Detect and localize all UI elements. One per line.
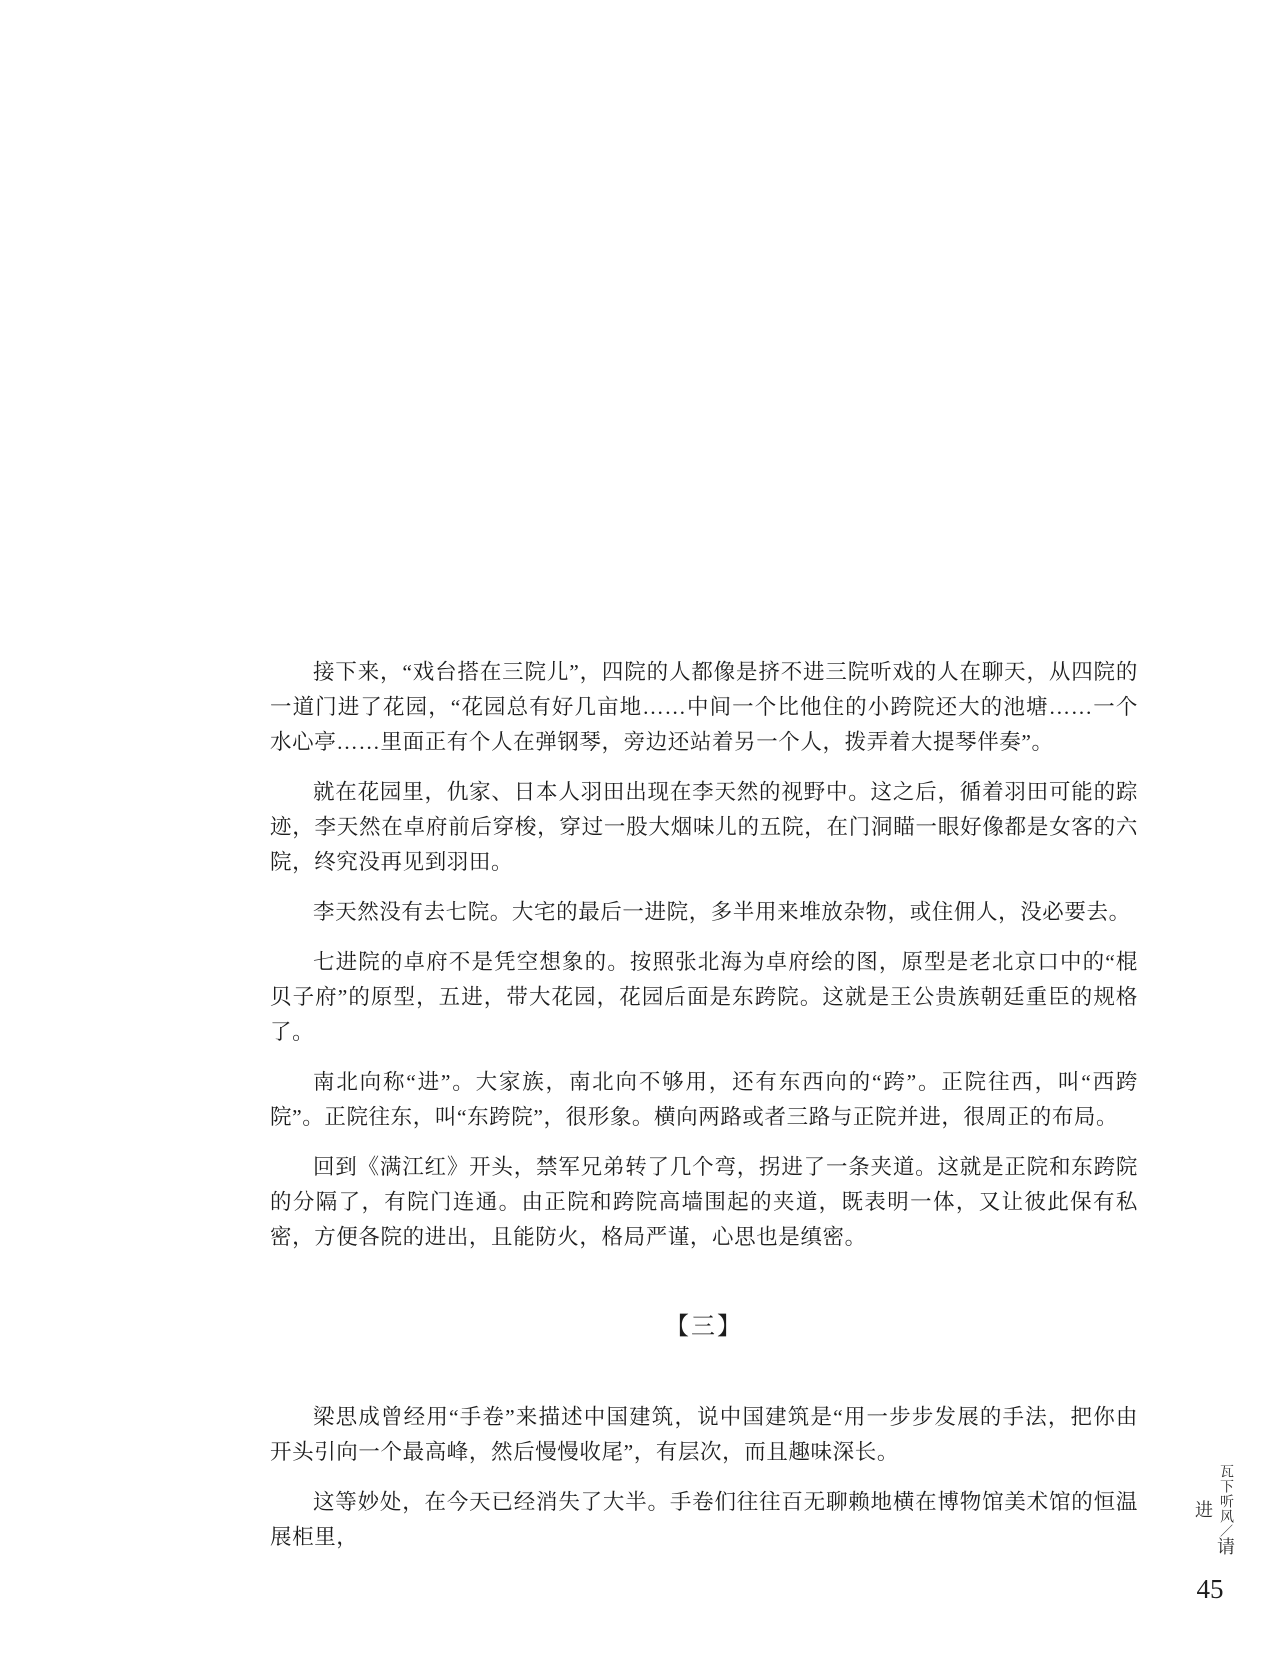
paragraph: 这等妙处，在今天已经消失了大半。手卷们往往百无聊赖地横在博物馆美术馆的恒温展柜里， [270, 1490, 1138, 1549]
page-number: 45 [1196, 1574, 1224, 1604]
paragraph: 梁思成曾经用“手卷”来描述中国建筑，说中国建筑是“用一步步发展的手法，把你由开头引向一个最高峰，然后慢慢收尾”，有层次，而且趣味深长。 [270, 1405, 1138, 1464]
paragraph: 接下来，“戏台搭在三院儿”，四院的人都像是挤不进三院听戏的人在聊天，从四院的一道门进了花园，“花园总有好几亩地……中间一个比他住的小跨院还大的池塘……一个水心亭……里面正有个人在弹钢琴，旁边还站着另一个人，拨弄着大提琴伴奏”。 [270, 660, 1138, 754]
paragraph: 回到《满江红》开头，禁军兄弟转了几个弯，拐进了一条夹道。这就是正院和东跨院的分隔了，有院门连通。由正院和跨院高墙围起的夹道，既表明一体，又让彼此保有私密，方便各院的进出，且能防火，格局严谨，心思也是缜密。 [270, 1155, 1138, 1249]
page-margin-sidebar [1192, 1456, 1235, 1605]
title-separator-slash: ／ [1218, 1523, 1233, 1537]
paragraph: 就在花园里，仇家、日本人羽田出现在李天然的视野中。这之后，循着羽田可能的踪迹，李天然在卓府前后穿梭，穿过一股大烟味儿的五院，在门洞瞄一眼好像都是女客的六院，终究没再见到羽田。 [270, 780, 1138, 874]
running-title [1192, 1456, 1236, 1564]
paragraph: 南北向称“进”。大家族，南北向不够用，还有东西向的“跨”。正院往西，叫“西跨院”。正院往东，叫“东跨院”，很形象。横向两路或者三路与正院并进，很周正的布局。 [270, 1070, 1138, 1129]
chapter-title: 请进 [1193, 1500, 1235, 1557]
section-heading: 【三】 [665, 1314, 743, 1340]
book-title: 瓦下听风 [1218, 1463, 1233, 1524]
paragraph: 李天然没有去七院。大宅的最后一进院，多半用来堆放杂物，或住佣人，没必要去。 [313, 900, 1131, 924]
paragraph: 七进院的卓府不是凭空想象的。按照张北海为卓府绘的图，原型是老北京口中的“棍贝子府”的原型，五进，带大花园，花园后面是东跨院。这就是王公贵族朝廷重臣的规格了。 [270, 950, 1138, 1044]
body-text-block [270, 655, 1138, 1570]
